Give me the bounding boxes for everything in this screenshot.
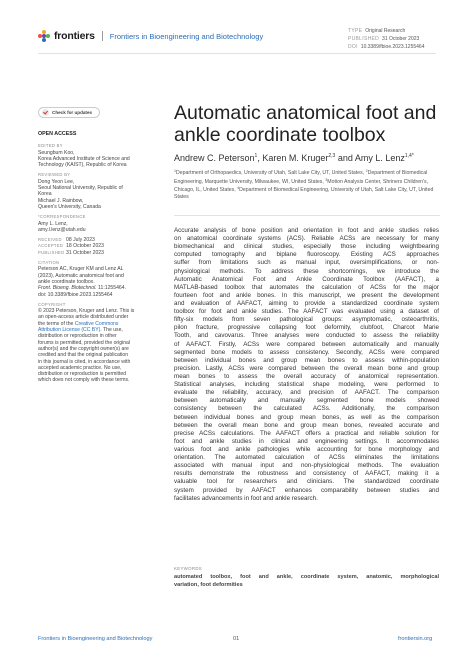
affiliation-text: Motion Analysis Center, Shriners Children's, Chicago, IL, United States, <box>174 178 429 194</box>
received-date: 08 July 2023 <box>66 237 95 244</box>
copyright-text: distribution or reproduction is permitted <box>38 371 127 378</box>
section-divider-line <box>174 215 440 216</box>
abstract-line: precision. Lastly, ACSs were compared between the overall mean bone and group <box>174 364 439 372</box>
copyright-text: author(s) and the copyright owner(s) are <box>38 345 129 352</box>
accepted-date: 18 October 2023 <box>66 243 104 250</box>
abstract-line: between individual bones and group mean bones, as well as the comparison <box>174 413 439 421</box>
meta-doi-label: DOI <box>348 44 358 50</box>
affiliation-marker: 3 <box>325 177 328 182</box>
author-name[interactable]: Amy L. Lenz <box>354 153 405 163</box>
citation-volume: 11:1255464. <box>96 285 126 292</box>
published-date: 31 October 2023 <box>66 249 104 256</box>
copyright-text: distribution or reproduction in other <box>38 333 117 340</box>
abstract-line: MATLAB-based toolbox that automates the calculation of ACSs for the major <box>174 283 439 291</box>
reviewer-affiliation: Korea <box>38 191 52 198</box>
dates-block <box>38 237 158 256</box>
citation-text: ankle coordinate toolbox. <box>38 278 95 285</box>
abstract-line: results demonstrate the robustness and consistency of AAFACT, making it a <box>174 470 439 478</box>
abstract-line: segmented bone models to assess consistency. Secondly, ACSs were compared <box>174 348 439 356</box>
keywords-line: automated toolbox, foot and ankle, coordinate system, anatomic, morphological <box>174 574 439 580</box>
author-affiliation-marker: 1,4* <box>404 153 414 159</box>
meta-type-label: TYPE <box>348 28 363 34</box>
copyright-text: which does not comply with these terms. <box>38 377 130 384</box>
copyright-text: the terms of the <box>38 320 75 327</box>
copyright-text: © 2023 Peterson, Kruger and Lenz. This is <box>38 308 135 315</box>
reviewer-affiliation: Seoul National University, Republic of <box>38 185 123 192</box>
citation-text: (2023), Automatic anatomical foot and <box>38 272 124 279</box>
abstract-line: Automatic Anatomical Foot and Ankle Coordinate Toolbox (AAFACT), a <box>174 275 439 283</box>
check-updates-icon <box>42 109 49 116</box>
abstract-line: on anatomical coordinate systems (ACS). Reliable ACSs are necessary for many <box>174 235 439 243</box>
abstract-line: and evaluation of AAFACT, aiming to provide a standardized coordinate system <box>174 299 439 307</box>
keywords <box>174 574 439 589</box>
abstract-line: Statistical analyses, including statistical shape modeling, were performed to <box>174 381 439 389</box>
correspondence-label: *CORRESPONDENCE <box>38 214 86 220</box>
citation-text: Peterson AC, Kruger KM and Lenz AL <box>38 266 124 273</box>
abstract-line: valuable tool for researchers and clinicians. The standardized coordinate <box>174 478 439 486</box>
abstract-line: precise ACSs calculations. The AAFACT offers a practical and reliable solution for <box>174 429 439 437</box>
author-list: Andrew C. Peterson$^1$, Karen M. Kruger$^{2,3}$ and Amy L. Lenz$^{1,4*}$ <box>174 153 414 163</box>
copyright-text: The use, <box>101 327 123 334</box>
accepted-label: ACCEPTED <box>38 243 64 249</box>
meta-type-value: Original Research <box>365 28 406 34</box>
abstract-line: foot and ankle studies in clinical and engineering settings. It accommodates <box>174 437 439 445</box>
author-name[interactable]: Andrew C. Peterson <box>174 153 255 163</box>
article-sidebar <box>38 131 158 384</box>
frontiers-logo-icon <box>38 30 50 42</box>
corresponding-author: Amy L. Lenz, <box>38 220 68 227</box>
logo-text: frontiers <box>54 30 95 42</box>
affiliation-text: Department of Biomedical Engineering, University of Utah, Salt Lake City, UT, United States <box>174 187 434 200</box>
abstract-line: between automatically and manually segmented bone models showed <box>174 397 439 405</box>
citation-journal: Front. Bioeng. Biotechnol. <box>38 285 97 292</box>
copyright-text: in this journal is cited, in accordance with <box>38 358 131 365</box>
abstract-line: computed tomography and biplane fluoroscopy. Existing ACS approaches <box>174 251 439 259</box>
author-affiliation-marker: 2,3 <box>328 153 336 159</box>
keywords-line: variation, foot deformities <box>174 581 243 588</box>
article-title: Automatic anatomical foot and ankle coordinate toolbox <box>174 102 437 146</box>
reviewer-affiliation: Queen's University, Canada <box>38 203 101 210</box>
citation-label: CITATION <box>38 260 60 266</box>
cc-license-link[interactable]: Attribution License (CC BY). <box>38 327 102 334</box>
affiliations <box>174 168 439 200</box>
reviewer-name: Michael J. Rainbow, <box>38 197 84 204</box>
affiliation-marker: 1 <box>174 169 176 173</box>
abstract-line: of AAFACT. Firstly, ACSs were compared between automatically and manually <box>174 340 439 348</box>
affiliation-marker: 2 <box>365 169 368 173</box>
corresponding-email-link[interactable]: amy.l.lenz@utah.edu <box>38 226 86 233</box>
abstract-line: between the overall mean bone and group mean bones, revealed accurate and <box>174 421 439 429</box>
meta-published-value: 31 October 2023 <box>382 36 420 42</box>
abstract-line: fifty-six models from seven pathological groups: asymptomatic, osteoarthritis, <box>174 316 439 324</box>
footer-journal-link[interactable]: Frontiers in Bioengineering and Biotechnology <box>38 636 153 642</box>
reviewer-name: Dong Yeon Lee, <box>38 178 75 185</box>
editor-name: Seungbum Koo, <box>38 149 75 156</box>
copyright-text: credited and that the original publication <box>38 352 129 359</box>
copyright-label: COPYRIGHT <box>38 301 66 307</box>
affiliation-text: Department of Orthopaedics, University of Utah, Salt Lake City, UT, United States, <box>176 170 366 176</box>
keywords-label: KEYWORDS <box>174 566 203 571</box>
article-meta <box>348 27 424 51</box>
author-affiliation-marker: 1 <box>254 153 258 159</box>
abstract-line: between individual bones and group mean bones to assess within-population <box>174 356 439 364</box>
affiliation-text: Department of Biomedical Engineering, Marquette University, Milwaukee, WI, United States, <box>174 170 428 185</box>
editor-affiliation: Technology (KAIST), Republic of Korea <box>38 162 127 169</box>
journal-name-link[interactable]: Frontiers in Bioengineering and Biotechnology <box>109 31 264 41</box>
copyright-text: forums is permitted, provided the original <box>38 339 131 346</box>
meta-doi-value[interactable]: 10.3389/fbioe.2023.1255464 <box>360 44 425 50</box>
abstract-line: Accurate analysis of bone position and orientation in foot and ankle studies relies <box>174 227 439 234</box>
affiliation-marker: 4 <box>237 186 240 191</box>
copyright-text: accepted academic practice. No use, <box>38 364 122 371</box>
abstract-line: system provided by AAFACT enhances comparability between studies and <box>174 486 439 494</box>
editor-affiliation: Korea Advanced Institute of Science and <box>38 155 130 162</box>
abstract-line: consistency between the calculated ACSs. Additionally, the comparison <box>174 405 439 413</box>
check-for-updates-button[interactable] <box>38 107 100 118</box>
published-label: PUBLISHED <box>38 249 65 255</box>
check-for-updates-label: Check for updates <box>52 110 93 115</box>
citation-doi[interactable]: doi: 10.3389/fbioe.2023.1255464 <box>38 291 113 298</box>
abstract <box>174 227 439 503</box>
abstract-line: Tooth, and cavovarus. Three analyses were conducted to assess the reliability <box>174 332 439 340</box>
abstract-line: toolbox for foot and ankle studies. The AAFACT was evaluated using a dataset of <box>174 308 439 316</box>
abstract-line: evaluate the reliability, accuracy, and precision of AAFACT. The comparison <box>174 389 439 397</box>
abstract-line: suffer from limitations such as manual input, oversimplifications, or non- <box>174 259 439 267</box>
reviewed-by-label: REVIEWED BY <box>38 172 71 178</box>
abstract-line: orientation. The automated calculation of ACSs eliminates the limitations <box>174 454 439 462</box>
abstract-line: facilitates advancements in foot and ankle research. <box>174 494 318 502</box>
abstract-line: various foot and ankle pathologies while accounting for bone morphology and <box>174 445 439 453</box>
author-name[interactable]: Karen M. Kruger <box>262 153 329 163</box>
header-divider-line <box>38 53 436 54</box>
open-access-label: OPEN ACCESS <box>38 131 77 137</box>
abstract-line: mean bones to assess the overall accuracy of anatomical representation. <box>174 372 439 380</box>
abstract-line: biomechanical and clinical studies, especially those including weightbearing <box>174 243 439 251</box>
edited-by-label: EDITED BY <box>38 143 63 149</box>
meta-published-label: PUBLISHED <box>348 36 380 42</box>
copyright-text: an open-access article distributed under <box>38 314 129 321</box>
abstract-line: fourteen foot and ankle bones. In this manuscript, we present the development <box>174 291 439 299</box>
frontiers-logo[interactable] <box>38 30 263 42</box>
abstract-line: pilon fracture, progressive collapsing foot deformity, clubfoot, Charcot Marie <box>174 324 439 332</box>
header-divider <box>102 31 103 41</box>
abstract-line: associated with manual input and non-physiological methods. The evaluation <box>174 462 439 470</box>
cc-license-link[interactable]: Creative Commons <box>74 320 119 327</box>
page-number: 01 <box>233 636 240 642</box>
footer-site-link[interactable]: frontiersin.org <box>398 636 433 642</box>
abstract-line: physiological methods. To address these shortcomings, we introduce the <box>174 267 439 275</box>
received-label: RECEIVED <box>38 237 62 243</box>
